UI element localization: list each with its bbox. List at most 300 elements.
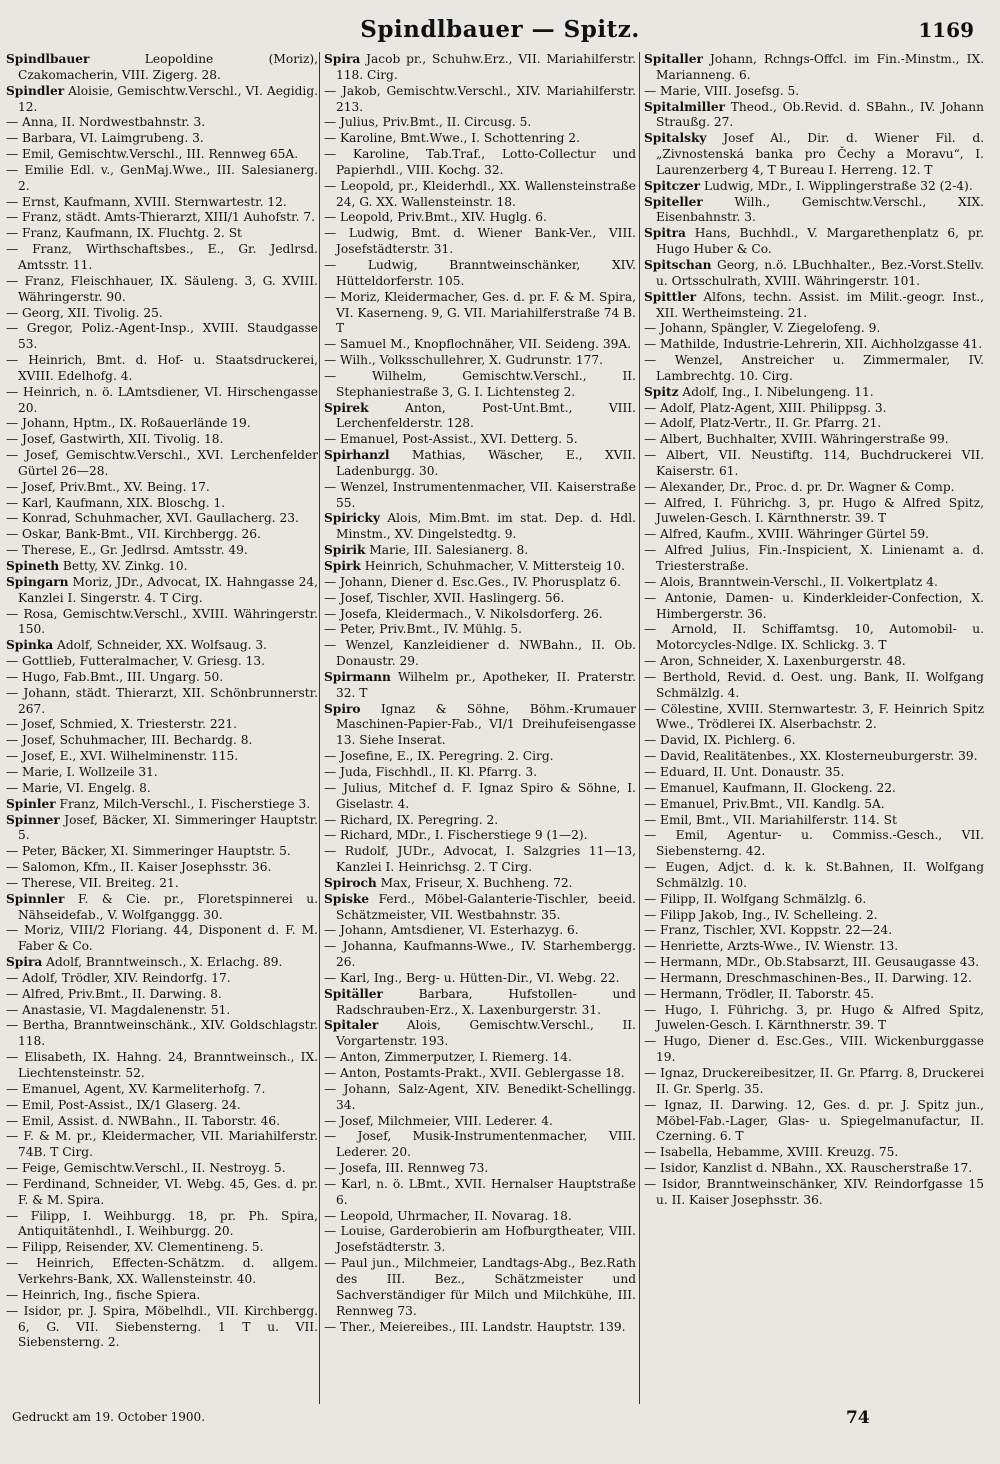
entry-surname: Spitz xyxy=(644,384,679,399)
entry-text: — Emilie Edl. v., GenMaj.Wwe., III. Salesianerg. 2. xyxy=(6,162,318,193)
directory-entry xyxy=(6,195,318,211)
entry-text: — Henriette, Arzts-Wwe., IV. Wienstr. 13. xyxy=(644,939,899,954)
entry-text: — Josef, E., XVI. Wilhelminenstr. 115. xyxy=(6,749,239,764)
directory-entry xyxy=(6,448,318,480)
entry-text: Max, Friseur, X. Buchheng. 72. xyxy=(376,875,573,890)
entry-text: Leopoldine (Moriz), Czakomacherin, VIII. Zigerg. 28. xyxy=(18,52,318,82)
entry-text: Josef Al., Dir. d. Wiener Fil. d. „Zivnostenská banka pro Čechy a Moravu“, I. Laurenzerberg 4, T Bureau I. Herreng. 12. T xyxy=(656,131,984,177)
directory-entry xyxy=(6,321,318,353)
directory-entry xyxy=(6,781,318,797)
directory-entry xyxy=(6,987,318,1003)
column-3 xyxy=(644,52,984,1209)
entry-text: — Eduard, II. Unt. Donaustr. 35. xyxy=(644,764,845,779)
entry-text: — Elisabeth, IX. Hahng. 24, Branntweinsch., IX. Liechtensteinstr. 52. xyxy=(6,1050,318,1080)
directory-entry xyxy=(6,559,318,575)
entry-surname: Spitczer xyxy=(644,178,701,193)
entry-text: — Therese, VII. Breiteg. 21. xyxy=(6,875,179,890)
directory-entry xyxy=(6,923,318,955)
directory-entry xyxy=(644,923,984,939)
directory-entry xyxy=(6,575,318,607)
directory-entry xyxy=(644,131,984,179)
directory-entry xyxy=(324,147,636,179)
directory-entry xyxy=(6,1304,318,1352)
entry-text: — Heinrich, Bmt. d. Hof- u. Staatsdruckerei, XVIII. Edelhofg. 4. xyxy=(6,353,318,383)
entry-text: — Paul jun., Milchmeier, Landtags-Abg., Bez.Rath des III. Bez., Schätzmeister und Sachverständiger für Milch und Milchkühe, III. Rennweg 73. xyxy=(324,1256,636,1318)
directory-entry xyxy=(644,670,984,702)
entry-surname: Spirhanzl xyxy=(324,448,390,463)
entry-surname: Spitschan xyxy=(644,257,712,272)
directory-entry xyxy=(324,607,636,623)
directory-entry xyxy=(6,147,318,163)
entry-text: Adolf, Schneider, XX. Wolfsaug. 3. xyxy=(53,638,268,653)
directory-entry xyxy=(644,337,984,353)
entry-text: — Bertha, Branntweinschänk., XIV. Goldschlagstr. 118. xyxy=(6,1018,318,1049)
entry-surname: Spinner xyxy=(6,812,60,827)
entry-text: — Moriz, VIII/2 Floriang. 44, Disponent d. F. M. Faber & Co. xyxy=(6,923,318,954)
entry-text: — Jakob, Gemischtw.Verschl., XIV. Mariahilferstr. 213. xyxy=(324,83,636,114)
entry-text: — Josef, Milchmeier, VIII. Lederer. 4. xyxy=(324,1113,553,1128)
entry-text: Ludwig, MDr., I. Wipplingerstraße 32 (2-4). xyxy=(700,178,973,193)
directory-entry xyxy=(644,1003,984,1035)
entry-surname: Spitalsky xyxy=(644,131,707,146)
directory-entry xyxy=(6,511,318,527)
directory-entry xyxy=(324,1050,636,1066)
entry-text: — Josef, Priv.Bmt., XV. Being. 17. xyxy=(6,479,210,494)
directory-entry xyxy=(6,432,318,448)
entry-text: — Ignaz, Druckereibesitzer, II. Gr. Pfarrg. 8, Druckerei II. Gr. Sperlg. 35. xyxy=(644,1066,984,1096)
directory-entry xyxy=(6,131,318,147)
column-2 xyxy=(324,52,636,1335)
directory-entry xyxy=(6,226,318,242)
directory-entry xyxy=(6,797,318,813)
directory-entry xyxy=(644,765,984,781)
entry-text: Johann, Rchngs-Offcl. im Fin.-Minstm., IX. Marianneng. 6. xyxy=(656,52,984,82)
entry-text: — Peter, Priv.Bmt., IV. Mühlg. 5. xyxy=(324,622,523,637)
entry-surname: Spineth xyxy=(6,559,60,573)
directory-entry xyxy=(644,702,984,734)
entry-surname: Spinka xyxy=(6,638,54,653)
directory-entry xyxy=(644,1066,984,1098)
entry-text: — Alfred, I. Führichg. 3, pr. Hugo & Alfred Spitz, Juwelen-Gesch. I. Kärnthnerstr. 39. T xyxy=(644,495,984,526)
directory-entry xyxy=(644,828,984,860)
entry-text: — Emil, Gemischtw.Verschl., III. Rennweg 65A. xyxy=(6,147,299,162)
entry-text: — Franz, Fleischhauer, IX. Säuleng. 3, G. XVIII. Währingerstr. 90. xyxy=(6,273,318,304)
entry-text: Alois, Gemischtw.Verschl., II. Vorgartenstr. 193. xyxy=(336,1018,636,1049)
entry-text: Georg, n.ö. LBuchhalter., Bez.-Vorst.Stellv. u. Ortsschulrath, XVIII. Währingerstr. 101. xyxy=(656,257,984,288)
directory-entry xyxy=(324,1209,636,1225)
entry-text: — Johann, städt. Thierarzt, XII. Schönbrunnerstr. 267. xyxy=(6,685,318,716)
directory-entry xyxy=(6,543,318,559)
entry-text: — Johanna, Kaufmanns-Wwe., IV. Starhembergg. 26. xyxy=(324,939,636,970)
entry-text: — Julius, Mitchef d. F. Ignaz Spiro & Söhne, I. Giselastr. 4. xyxy=(324,780,636,811)
entry-text: — Cölestine, XVIII. Sternwartestr. 3, F. Heinrich Spitz Wwe., Trödlerei IX. Alserbachstr. 2. xyxy=(644,701,984,732)
entry-text: — Alfred Julius, Fin.-Inspicient, X. Linienamt a. d. Triesterstraße. xyxy=(644,543,984,573)
directory-entry xyxy=(324,702,636,750)
directory-entry xyxy=(324,432,636,448)
directory-entry xyxy=(644,797,984,813)
entry-text: — Adolf, Platz-Agent, XIII. Philippsg. 3. xyxy=(644,400,887,415)
entry-text: — Wenzel, Instrumentenmacher, VII. Kaiserstraße 55. xyxy=(324,479,636,510)
directory-entry xyxy=(6,1209,318,1241)
sheet-signature: 74 xyxy=(846,1408,870,1428)
entry-text: — Karl, Ing., Berg- u. Hütten-Dir., VI. Webg. 22. xyxy=(324,970,620,985)
entry-text: — Antonie, Damen- u. Kinderkleider-Confection, X. Himbergerstr. 36. xyxy=(644,590,984,621)
directory-entry xyxy=(6,210,318,226)
entry-surname: Spirek xyxy=(324,400,369,415)
directory-entry xyxy=(6,274,318,306)
entry-surname: Spirk xyxy=(324,559,361,573)
entry-text: F. & Cie. pr., Floretspinnerei u. Nähseidefab., V. Wolfganggg. 30. xyxy=(18,891,318,922)
directory-entry xyxy=(6,717,318,733)
entry-text: — Franz, Wirthschaftsbes., E., Gr. Jedlrsd. Amtsstr. 11. xyxy=(6,242,318,272)
entry-text: — Wilhelm, Gemischtw.Verschl., II. Stephaniestraße 3, G. I. Lichtensteg 2. xyxy=(324,368,636,399)
directory-entry xyxy=(324,480,636,512)
directory-entry xyxy=(324,892,636,924)
entry-text: — Franz, Kaufmann, IX. Fluchtg. 2. St xyxy=(6,226,242,241)
entry-text: — David, IX. Pichlerg. 6. xyxy=(644,733,796,748)
directory-entry xyxy=(6,527,318,543)
directory-entry xyxy=(6,496,318,512)
entry-text: — Wilh., Volksschullehrer, X. Gudrunstr. 177. xyxy=(324,353,603,368)
entry-surname: Spiteller xyxy=(644,194,703,209)
entry-text: — Peter, Bäcker, XI. Simmeringer Hauptstr. 5. xyxy=(6,844,291,859)
directory-entry xyxy=(324,923,636,939)
entry-text: — Johann, Spängler, V. Ziegelofeng. 9. xyxy=(644,321,881,336)
entry-surname: Spitäller xyxy=(324,986,383,1001)
entry-surname: Spingarn xyxy=(6,574,69,589)
entry-text: — Konrad, Schuhmacher, XVI. Gaullacherg. 23. xyxy=(6,511,299,526)
directory-entry xyxy=(324,337,636,353)
entry-text: Franz, Milch-Verschl., I. Fischerstiege 3. xyxy=(55,796,311,811)
directory-entry xyxy=(644,416,984,432)
directory-entry xyxy=(644,432,984,448)
directory-entry xyxy=(644,749,984,765)
entry-text: — Marie, I. Wollzeile 31. xyxy=(6,764,158,779)
directory-entry xyxy=(644,353,984,385)
entry-text: — Hugo, Diener d. Esc.Ges., VIII. Wickenburggasse 19. xyxy=(644,1034,984,1065)
entry-text: — Hugo, I. Führichg. 3, pr. Hugo & Alfred Spitz, Juwelen-Gesch. I. Kärnthnerstr. 39. T xyxy=(644,1002,984,1033)
directory-entry xyxy=(644,179,984,195)
entry-text: — Johann, Amtsdiener, VI. Esterhazyg. 6. xyxy=(324,923,579,938)
entry-text: — Anna, II. Nordwestbahnstr. 3. xyxy=(6,115,206,130)
directory-entry xyxy=(644,908,984,924)
directory-entry xyxy=(6,1050,318,1082)
entry-text: — Mathilde, Industrie-Lehrerin, XII. Aichholzgasse 41. xyxy=(644,337,983,352)
directory-entry xyxy=(324,1224,636,1256)
entry-text: — Alfred, Priv.Bmt., II. Darwing. 8. xyxy=(6,986,222,1001)
entry-text: — Alfred, Kaufm., XVIII. Währinger Gürtel 59. xyxy=(644,527,929,542)
entry-text: — Filipp Jakob, Ing., IV. Schelleing. 2. xyxy=(644,907,878,922)
entry-surname: Spitra xyxy=(644,226,686,241)
entry-text: — Filipp, II. Wolfgang Schmälzlg. 6. xyxy=(644,891,867,906)
directory-entry xyxy=(6,1129,318,1161)
directory-entry xyxy=(324,813,636,829)
directory-entry xyxy=(6,1161,318,1177)
entry-text: — Anastasie, VI. Magdalenenstr. 51. xyxy=(6,1002,231,1017)
entry-text: — Johann, Hptm., IX. Roßauerlände 19. xyxy=(6,416,251,431)
directory-entry xyxy=(644,258,984,290)
entry-text: — Adolf, Platz-Vertr., II. Gr. Pfarrg. 21. xyxy=(644,416,882,431)
entry-text: — F. & M. pr., Kleidermacher, VII. Mariahilferstr. 74B. T Cirg. xyxy=(6,1129,318,1160)
entry-text: Alois, Mim.Bmt. im stat. Dep. d. Hdl. Minstm., XV. Dingelstedtg. 9. xyxy=(336,511,636,542)
directory-entry xyxy=(324,52,636,84)
directory-entry xyxy=(324,876,636,892)
entry-text: — Juda, Fischhdl., II. Kl. Pfarrg. 3. xyxy=(324,764,538,779)
entry-text: — Emil, Bmt., VII. Mariahilferstr. 114. St xyxy=(644,812,897,827)
directory-entry xyxy=(324,1114,636,1130)
directory-entry xyxy=(324,638,636,670)
entry-text: — Filipp, Reisender, XV. Clementineng. 5. xyxy=(6,1240,264,1255)
directory-entry xyxy=(6,765,318,781)
entry-text: — Josef, Schuhmacher, III. Bechardg. 8. xyxy=(6,733,253,748)
entry-text: — Aron, Schneider, X. Laxenburgerstr. 48. xyxy=(644,654,906,669)
entry-text: — Leopold, Uhrmacher, II. Novarag. 18. xyxy=(324,1208,572,1223)
entry-surname: Spitaller xyxy=(644,52,703,66)
entry-text: Ferd., Möbel-Galanterie-Tischler, beeid. Schätzmeister, VII. Westbahnstr. 35. xyxy=(336,891,636,922)
entry-text: — Isidor, Kanzlist d. NBahn., XX. Rauscherstraße 17. xyxy=(644,1161,973,1176)
entry-text: Adolf, Branntweinsch., X. Erlachg. 89. xyxy=(42,955,283,970)
entry-text: — Isidor, Branntweinschänker, XIV. Reindorfgasse 15 u. II. Kaiser Josephsstr. 36. xyxy=(644,1176,984,1207)
entry-text: — Ther., Meiereibes., III. Landstr. Hauptstr. 139. xyxy=(324,1319,626,1334)
entry-text: Mathias, Wäscher, E., XVII. Ladenburgg. 30. xyxy=(336,448,636,478)
entry-surname: Spiske xyxy=(324,891,370,906)
directory-entry xyxy=(324,971,636,987)
entry-text: — Karl, Kaufmann, XIX. Bloschg. 1. xyxy=(6,495,226,510)
directory-entry xyxy=(6,1098,318,1114)
entry-surname: Spirmann xyxy=(324,669,391,684)
entry-text: — Josefa, Kleidermach., V. Nikolsdorferg. 26. xyxy=(324,606,603,621)
entry-text: — Marie, VIII. Josefsg. 5. xyxy=(644,83,800,98)
entry-text: — Wenzel, Anstreicher u. Zimmermaler, IV. Lambrechtg. 10. Cirg. xyxy=(644,353,984,383)
directory-entry xyxy=(644,654,984,670)
entry-text: — Leopold, pr., Kleiderhdl., XX. Wallensteinstraße 24, G. XX. Wallensteinstr. 18. xyxy=(324,178,636,209)
entry-text: — Heinrich, Effecten-Schätzm. d. allgem. Verkehrs-Bank, XX. Wallensteinstr. 40. xyxy=(6,1256,318,1286)
entry-surname: Spiricky xyxy=(324,511,380,526)
entry-text: — Ferdinand, Schneider, VI. Webg. 45, Ges. d. pr. F. & M. Spira. xyxy=(6,1176,318,1207)
entry-text: — Richard, MDr., I. Fischerstiege 9 (1—2). xyxy=(324,828,588,843)
entry-text: — Josef, Tischler, XVII. Haslingerg. 56. xyxy=(324,590,565,605)
entry-text: — Anton, Postamts-Prakt., XVII. Geblergasse 18. xyxy=(324,1066,625,1080)
entry-text: — Emil, Post-Assist., IX/1 Glaserg. 24. xyxy=(6,1097,241,1112)
entry-text: — Barbara, VI. Laimgrubeng. 3. xyxy=(6,131,204,146)
directory-entry xyxy=(6,242,318,274)
directory-entry xyxy=(6,686,318,718)
entry-text: — Ignaz, II. Darwing. 12, Ges. d. pr. J. Spitz jun., Möbel-Fab.-Lager, Glas- u. Spiegelmanufactur, II. Czerning. 6. T xyxy=(644,1097,984,1144)
entry-text: Anton, Post-Unt.Bmt., VIII. Lerchenfelderstr. 128. xyxy=(336,400,636,431)
entry-text: — Albert, VII. Neustiftg. 114, Buchdruckerei VII. Kaiserstr. 61. xyxy=(644,448,984,478)
directory-entry xyxy=(324,765,636,781)
entry-text: Wilh., Gemischtw.Verschl., XIX. Eisenbahnstr. 3. xyxy=(656,194,984,225)
directory-entry xyxy=(324,115,636,131)
entry-text: — Eugen, Adjct. d. k. k. St.Bahnen, II. Wolfgang Schmälzlg. 10. xyxy=(644,860,984,890)
directory-entry xyxy=(324,939,636,971)
entry-text: — Emil, Assist. d. NWBahn., II. Taborstr. 46. xyxy=(6,1113,281,1128)
entry-text: — Karl, n. ö. LBmt., XVII. Hernalser Hauptstraße 6. xyxy=(324,1176,636,1207)
entry-text: Theod., Ob.Revid. d. SBahn., IV. Johann Straußg. 27. xyxy=(656,99,984,130)
entry-text: — Berthold, Revid. d. Oest. ung. Bank, II. Wolfgang Schmälzlg. 4. xyxy=(644,669,984,700)
entry-text: Jacob pr., Schuhw.Erz., VII. Mariahilferstr. 118. Cirg. xyxy=(336,52,636,82)
entry-text: — Salomon, Kfm., II. Kaiser Josephsstr. 36. xyxy=(6,860,272,875)
directory-entry xyxy=(644,813,984,829)
entry-text: — Hermann, Dreschmaschinen-Bes., II. Darwing. 12. xyxy=(644,970,972,985)
directory-entry xyxy=(324,828,636,844)
entry-text: — Therese, E., Gr. Jedlrsd. Amtsstr. 49. xyxy=(6,543,248,558)
directory-entry xyxy=(324,987,636,1019)
directory-entry xyxy=(644,52,984,84)
directory-entry xyxy=(324,749,636,765)
directory-entry xyxy=(644,496,984,528)
entry-text: — Samuel M., Knopflochnäher, VII. Seideng. 39A. xyxy=(324,337,632,352)
directory-entry xyxy=(644,321,984,337)
entry-text: — Anton, Zimmerputzer, I. Riemerg. 14. xyxy=(324,1050,572,1065)
directory-entry xyxy=(644,955,984,971)
directory-entry xyxy=(324,1256,636,1319)
entry-text: Hans, Buchhdl., V. Margarethenplatz 6, pr. Hugo Huber & Co. xyxy=(656,226,984,257)
directory-entry xyxy=(6,1018,318,1050)
entry-text: — Leopold, Priv.Bmt., XIV. Huglg. 6. xyxy=(324,210,547,225)
directory-entry xyxy=(644,527,984,543)
entry-text: — Filipp, I. Weihburgg. 18, pr. Ph. Spira, Antiquitätenhdl., I. Weihburgg. 20. xyxy=(6,1208,318,1239)
directory-entry xyxy=(6,1003,318,1019)
directory-entry xyxy=(644,84,984,100)
entry-surname: Spira xyxy=(6,955,43,970)
entry-text: — Emanuel, Priv.Bmt., VII. Kandlg. 5A. xyxy=(644,796,885,811)
entry-surname: Spitalmiller xyxy=(644,99,726,114)
entry-text: — Rudolf, JUDr., Advocat, I. Salzgries 11—13, Kanzlei I. Heinrichsg. 2. T Cirg. xyxy=(324,844,636,875)
directory-entry xyxy=(324,622,636,638)
directory-entry xyxy=(6,860,318,876)
directory-entry xyxy=(324,210,636,226)
entry-surname: Spittler xyxy=(644,289,697,304)
entry-text: — Moriz, Kleidermacher, Ges. d. pr. F. & M. Spira, VI. Kaserneng. 9, G. VII. Mariahilferstraße 74 B. T xyxy=(324,289,636,336)
entry-text: — David, Realitätenbes., XX. Klosterneuburgerstr. 39. xyxy=(644,749,978,764)
directory-entry xyxy=(324,1177,636,1209)
entry-text: — Julius, Priv.Bmt., II. Circusg. 5. xyxy=(324,115,532,130)
directory-entry xyxy=(6,480,318,496)
entry-surname: Spindlbauer xyxy=(6,52,90,66)
directory-entry xyxy=(644,385,984,401)
entry-text: Wilhelm pr., Apotheker, II. Praterstr. 32. T xyxy=(336,669,636,700)
entry-text: — Oskar, Bank-Bmt., VII. Kirchbergg. 26. xyxy=(6,527,261,542)
directory-entry xyxy=(644,971,984,987)
entry-surname: Spinnler xyxy=(6,891,65,906)
directory-entry xyxy=(324,401,636,433)
directory-entry xyxy=(644,939,984,955)
directory-entry xyxy=(6,670,318,686)
directory-entry xyxy=(644,480,984,496)
entry-text: — Josef, Schmied, X. Triesterstr. 221. xyxy=(6,717,238,732)
entry-text: — Rosa, Gemischtw.Verschl., XVIII. Währingerstr. 150. xyxy=(6,606,318,637)
entry-text: — Gottlieb, Futteralmacher, V. Griesg. 13. xyxy=(6,654,266,669)
directory-entry xyxy=(324,1129,636,1161)
entry-text: — Karoline, Bmt.Wwe., I. Schottenring 2. xyxy=(324,131,580,146)
entry-text: — Arnold, II. Schiffamtsg. 10, Automobil- u. Motorcycles-Ndlge. IX. Schlickg. 3. T xyxy=(644,622,984,653)
entry-text: — Ludwig, Branntweinschänker, XIV. Hütteldorferstr. 105. xyxy=(324,257,636,288)
entry-surname: Spirik xyxy=(324,543,366,558)
directory-entry xyxy=(644,543,984,575)
directory-entry xyxy=(324,670,636,702)
directory-entry xyxy=(324,559,636,575)
directory-entry xyxy=(6,306,318,322)
directory-entry xyxy=(6,971,318,987)
entry-text: — Emanuel, Agent, XV. Karmeliterhofg. 7. xyxy=(6,1081,266,1096)
directory-entry xyxy=(324,369,636,401)
page-footer xyxy=(0,1408,1000,1436)
directory-entry xyxy=(6,163,318,195)
directory-entry xyxy=(324,591,636,607)
entry-text: — Louise, Garderobierin am Hofburgtheater, VIII. Josefstädterstr. 3. xyxy=(324,1224,636,1255)
directory-entry xyxy=(324,290,636,338)
entry-text: Betty, XV. Zinkg. 10. xyxy=(59,559,188,573)
directory-entry xyxy=(6,1114,318,1130)
entry-text: — Alois, Branntwein-Verschl., II. Volkertplatz 4. xyxy=(644,574,938,589)
directory-entry xyxy=(644,448,984,480)
directory-entry xyxy=(324,258,636,290)
directory-entry xyxy=(6,115,318,131)
entry-text: — Heinrich, n. ö. LAmtsdiener, VI. Hirschengasse 20. xyxy=(6,384,318,415)
entry-text: — Josefa, III. Rennweg 73. xyxy=(324,1161,489,1176)
entry-surname: Spitaler xyxy=(324,1018,379,1033)
directory-entry xyxy=(324,353,636,369)
directory-entry xyxy=(644,622,984,654)
entry-text: — Gregor, Poliz.-Agent-Insp., XVIII. Staudgasse 53. xyxy=(6,321,318,352)
directory-entry xyxy=(6,876,318,892)
directory-entry xyxy=(644,575,984,591)
entry-text: — Johann, Salz-Agent, XIV. Benedikt-Schellingg. 34. xyxy=(324,1081,636,1112)
directory-entry xyxy=(324,1320,636,1336)
entry-text: Marie, III. Salesianerg. 8. xyxy=(365,543,529,558)
entry-text: — Emil, Agentur- u. Commiss.-Gesch., VII. Siebensterng. 42. xyxy=(644,828,984,859)
entry-text: — Johann, Diener d. Esc.Ges., IV. Phorusplatz 6. xyxy=(324,574,622,589)
entry-text: — Feige, Gemischtw.Verschl., II. Nestroyg. 5. xyxy=(6,1161,286,1176)
directory-entry xyxy=(6,749,318,765)
entry-text: Moriz, JDr., Advocat, IX. Hahngasse 24, Kanzlei I. Singerstr. 4. T Cirg. xyxy=(18,574,318,605)
directory-entry xyxy=(324,1082,636,1114)
directory-entry xyxy=(6,353,318,385)
directory-entry xyxy=(6,844,318,860)
print-date: Gedruckt am 19. October 1900. xyxy=(12,1410,206,1424)
directory-entry xyxy=(324,179,636,211)
entry-text: Adolf, Ing., I. Nibelungeng. 11. xyxy=(678,384,874,399)
entry-text: — Emanuel, Kaufmann, II. Glockeng. 22. xyxy=(644,780,896,795)
entry-text: — Georg, XII. Tivolig. 25. xyxy=(6,305,163,320)
entry-text: Alfons, techn. Assist. im Milit.-geogr. Inst., XII. Wertheimsteing. 21. xyxy=(656,289,984,320)
entry-surname: Spinler xyxy=(6,796,56,811)
entry-text: — Ernst, Kaufmann, XVIII. Sternwartestr. 12. xyxy=(6,194,287,209)
directory-entry xyxy=(6,52,318,84)
entry-text: — Josef, Musik-Instrumentenmacher, VIII. Lederer. 20. xyxy=(324,1129,636,1160)
directory-entry xyxy=(324,1018,636,1050)
entry-text: — Ludwig, Bmt. d. Wiener Bank-Ver., VIII. Josefstädterstr. 31. xyxy=(324,226,636,257)
directory-entry xyxy=(324,1161,636,1177)
page-title: Spindlbauer — Spitz. xyxy=(360,16,640,43)
entry-text: — Franz, Tischler, XVI. Koppstr. 22—24. xyxy=(644,923,893,938)
directory-entry xyxy=(644,100,984,132)
directory-entry xyxy=(6,416,318,432)
entry-text: — Josef, Gemischtw.Verschl., XVI. Lerchenfelder Gürtel 26—28. xyxy=(6,448,318,478)
directory-entry xyxy=(644,781,984,797)
directory-entry xyxy=(6,733,318,749)
column-divider xyxy=(319,52,320,1404)
directory-entry xyxy=(644,1145,984,1161)
directory-entry xyxy=(644,733,984,749)
directory-entry xyxy=(644,1161,984,1177)
directory-entry xyxy=(324,543,636,559)
entry-text: — Marie, VI. Engelg. 8. xyxy=(6,780,151,795)
directory-entry xyxy=(644,226,984,258)
directory-entry xyxy=(324,226,636,258)
entry-text: — Hermann, MDr., Ob.Stabsarzt, III. Geusaugasse 43. xyxy=(644,955,980,970)
